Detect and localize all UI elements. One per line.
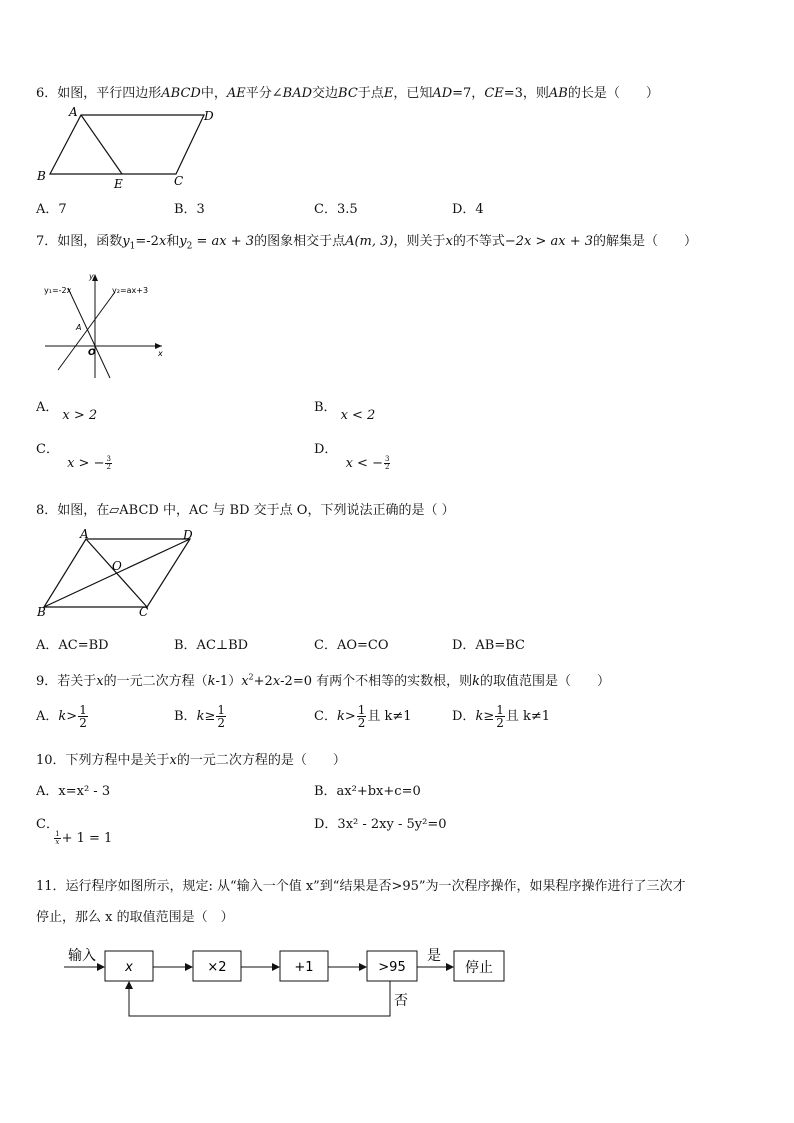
q11-box-stop-text: 停止 <box>465 960 493 976</box>
q9-option-a[interactable]: A．k> $\frac{1}{2}$ <box>36 703 87 730</box>
q9-option-c[interactable]: C．k> $\frac{1}{2}$ 且 k≠1 <box>314 703 412 730</box>
q8-label-b: B <box>37 605 46 619</box>
q10-stem: 10．下列方程中是关于x的一元二次方程的是（ ） <box>36 753 346 768</box>
q11-box-times2-text: ×2 <box>207 960 227 975</box>
q7-option-a[interactable]: A．x > 2 <box>36 400 98 423</box>
q8-option-d[interactable]: D．AB=BC <box>452 638 525 653</box>
q8-label-o: O <box>112 559 122 573</box>
q11-input-label: 输入 <box>68 948 96 964</box>
q6-label-d: D <box>204 109 214 123</box>
q6-option-d[interactable]: D．4 <box>452 202 484 217</box>
q10-option-b[interactable]: B．ax²+bx+c=0 <box>314 784 421 799</box>
q6-stem: 6．如图，平行四边形ABCD中，AE平分∠BAD交边BC于点E，已知AD=7，CE=3，则AB的长是（ ） <box>36 86 659 101</box>
q9-option-d[interactable]: D．k≥ $\frac{1}{2}$ 且 k≠1 <box>452 703 551 730</box>
q10-option-c[interactable]: C． $\frac{1}{x}$ + 1 = 1 <box>36 817 113 846</box>
q11-stem-line2: 停止，那么 x 的取值范围是（ ） <box>36 910 234 925</box>
q6-label-c: C <box>174 174 184 188</box>
q11-no-label: 否 <box>394 993 408 1009</box>
q6-option-c[interactable]: C．3.5 <box>314 202 358 217</box>
q6-option-b[interactable]: B．3 <box>174 202 205 217</box>
q11-box-x-text: x <box>125 960 133 975</box>
q7-point-a-label: A <box>76 323 82 332</box>
q7-graph-figure <box>40 270 170 382</box>
q8-option-a[interactable]: A．AC=BD <box>36 638 109 653</box>
q11-box-plus1-text: +1 <box>294 960 314 975</box>
q7-option-b[interactable]: B．x < 2 <box>314 400 376 423</box>
q8-label-a: A <box>80 528 89 541</box>
q11-stem-line1: 11．运行程序如图所示，规定: 从“输入一个值 x”到“结果是否>95”为一次程序操作，如果程序操作进行了三次才 <box>36 879 686 894</box>
q7-x-axis-label: x <box>158 349 163 358</box>
q8-parallelogram-figure <box>34 528 204 620</box>
q10-option-a[interactable]: A．x=x² - 3 <box>36 784 111 799</box>
q7-option-c[interactable]: C． x > − $\frac{3}{2}$ <box>36 442 111 471</box>
q11-yes-label: 是 <box>427 948 441 964</box>
q6-label-b: B <box>37 169 46 183</box>
q7-origin-label: O <box>88 348 96 358</box>
q8-option-c[interactable]: C．AO=CO <box>314 638 389 653</box>
q8-stem: 8．如图，在▱ABCD 中，AC 与 BD 交于点 O，下列说法正确的是（ ） <box>36 503 455 518</box>
q7-y2-label: y₂=ax+3 <box>112 286 149 295</box>
q6-label-a: A <box>69 106 78 119</box>
q6-parallelogram-figure <box>34 106 224 190</box>
q6-label-e: E <box>114 177 123 190</box>
q9-option-b[interactable]: B．k≥ $\frac{1}{2}$ <box>174 703 225 730</box>
q7-option-d[interactable]: D． x < − $\frac{3}{2}$ <box>314 442 390 471</box>
q8-label-c: C <box>139 605 149 619</box>
q10-option-d[interactable]: D．3x² - 2xy - 5y²=0 <box>314 817 447 832</box>
q7-y-axis-label: y <box>89 272 94 281</box>
q8-label-d: D <box>183 528 193 542</box>
q11-flowchart <box>60 940 520 1036</box>
q9-stem: 9．若关于x的一元二次方程$(k-1)x^2+2x-2=0$ 有两个不相等的实数根，则k的取值范围是（ ） <box>36 672 611 689</box>
q8-option-b[interactable]: B．AC⊥BD <box>174 638 249 653</box>
q11-box-gt95-text: >95 <box>378 960 406 975</box>
q7-stem: 7．如图，函数$y_1=-2x$和$y_2$ = ax + 3的图象相交于点A(m, 3)，则关于x的不等式−2x > ax + 3的解集是（ ） <box>36 234 698 252</box>
q7-y1-label: y₁=-2x <box>44 286 72 295</box>
q6-option-a[interactable]: A．7 <box>36 202 67 217</box>
